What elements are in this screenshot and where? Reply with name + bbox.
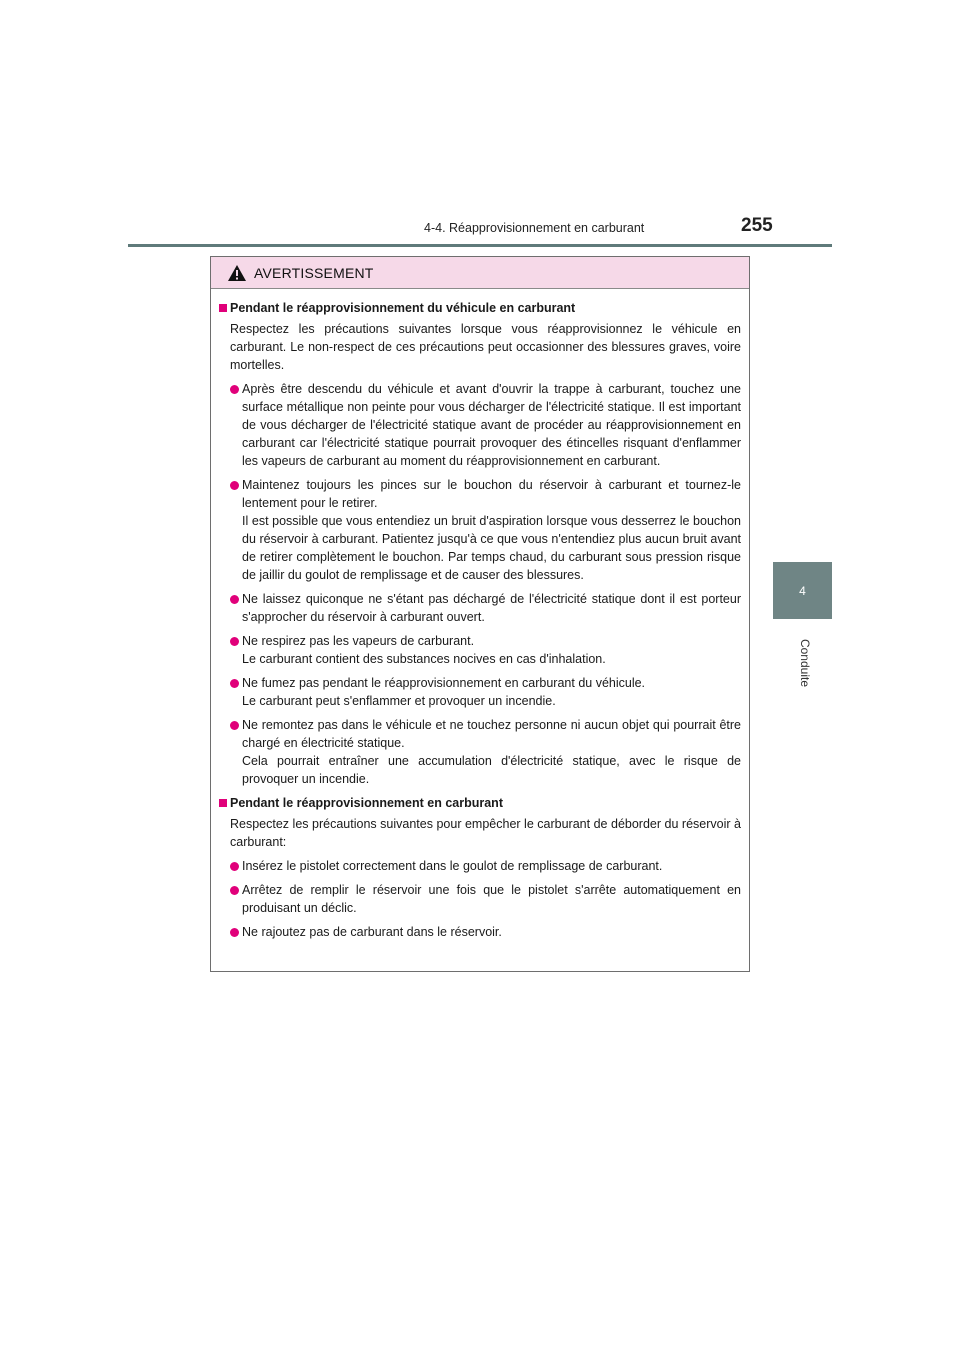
bullet-item (219, 590, 741, 626)
bullet-text: Il est possible que vous entendiez un bruit d'aspiration lorsque vous desserrez le bouchon du réservoir à carburant. Patientez jusqu'à ce que vous n'entendiez plus aucun bruit avant de retirer complètement le bouchon. Par temps chaud, du carburant sous pression risque de jaillir du goulot de remplissage et de causer des blessures. (242, 514, 741, 582)
round-bullet-icon (230, 721, 239, 730)
bullet-text: Cela pourrait entraîner une accumulation d'électricité statique, avec le risque de provoquer un incendie. (242, 754, 741, 786)
section-heading: 4-4. Réapprovisionnement en carburant (424, 221, 645, 235)
round-bullet-icon (230, 385, 239, 394)
bullet-item (219, 881, 741, 917)
bullet-text: Maintenez toujours les pinces sur le bouchon du réservoir à carburant et tournez-le lentement pour le retirer. (242, 478, 741, 510)
bullet-text: Après être descendu du véhicule et avant d'ouvrir la trappe à carburant, touchez une surface métallique non peinte pour vous décharger de l'électricité statique. Il est important de vous décharger de l'électricité statique avant de procéder au réapprovisionnement en carburant car l'électricité statique pourrait provoquer des étincelles risquant d'enflammer les vapeurs de carburant au moment du réapprovisionnement en carburant. (242, 382, 741, 468)
bullet-item (219, 674, 741, 710)
bullet-item (219, 857, 741, 875)
bullet-item (219, 476, 741, 584)
page-number: 255 (741, 215, 773, 236)
round-bullet-icon (230, 679, 239, 688)
warning-triangle-icon (227, 264, 247, 282)
header-divider (128, 244, 832, 247)
round-bullet-icon (230, 637, 239, 646)
warning-header (211, 257, 749, 289)
chapter-number: 4 (799, 583, 806, 598)
round-bullet-icon (230, 862, 239, 871)
warning-title: AVERTISSEMENT (254, 264, 374, 281)
square-bullet-icon (219, 799, 227, 807)
section-intro: Respectez les précautions suivantes lorsque vous réapprovisionnez le véhicule en carburant. Le non-respect de ces précautions peut occasionner des blessures graves, voire mortelles. (230, 322, 741, 372)
bullet-item (219, 632, 741, 668)
bullet-text: Ne remontez pas dans le véhicule et ne touchez personne ni aucun objet qui pourrait être chargé en électricité statique. (242, 718, 741, 750)
bullet-text: Ne rajoutez pas de carburant dans le réservoir. (242, 925, 502, 939)
square-bullet-icon (219, 304, 227, 312)
section-title (219, 794, 741, 812)
bullet-text: Ne laissez quiconque ne s'étant pas déchargé de l'électricité statique dont il est porteur s'approcher du réservoir à carburant ouvert. (242, 592, 741, 624)
bullet-item (219, 380, 741, 470)
section-intro: Respectez les précautions suivantes pour empêcher le carburant de déborder du réservoir à carburant: (230, 817, 741, 849)
section-title (219, 299, 741, 317)
bullet-item (219, 923, 741, 941)
bullet-text: Ne respirez pas les vapeurs de carburant. (242, 634, 475, 648)
chapter-tab (773, 562, 832, 619)
bullet-text: Arrêtez de remplir le réservoir une fois que le pistolet s'arrête automatiquement en produisant un déclic. (242, 883, 741, 915)
bullet-text: Le carburant peut s'enflammer et provoquer un incendie. (242, 694, 556, 708)
warning-box (210, 256, 750, 972)
section-title-text: Pendant le réapprovisionnement en carburant (230, 796, 503, 810)
bullet-text: Insérez le pistolet correctement dans le goulot de remplissage de carburant. (242, 859, 663, 873)
round-bullet-icon (230, 928, 239, 937)
chapter-label: Conduite (798, 638, 812, 688)
round-bullet-icon (230, 595, 239, 604)
bullet-text: Le carburant contient des substances nocives en cas d'inhalation. (242, 652, 606, 666)
warning-body (211, 289, 749, 941)
bullet-item (219, 716, 741, 788)
section-title-text: Pendant le réapprovisionnement du véhicule en carburant (230, 301, 576, 315)
round-bullet-icon (230, 886, 239, 895)
bullet-text: Ne fumez pas pendant le réapprovisionnement en carburant du véhicule. (242, 676, 646, 690)
round-bullet-icon (230, 481, 239, 490)
